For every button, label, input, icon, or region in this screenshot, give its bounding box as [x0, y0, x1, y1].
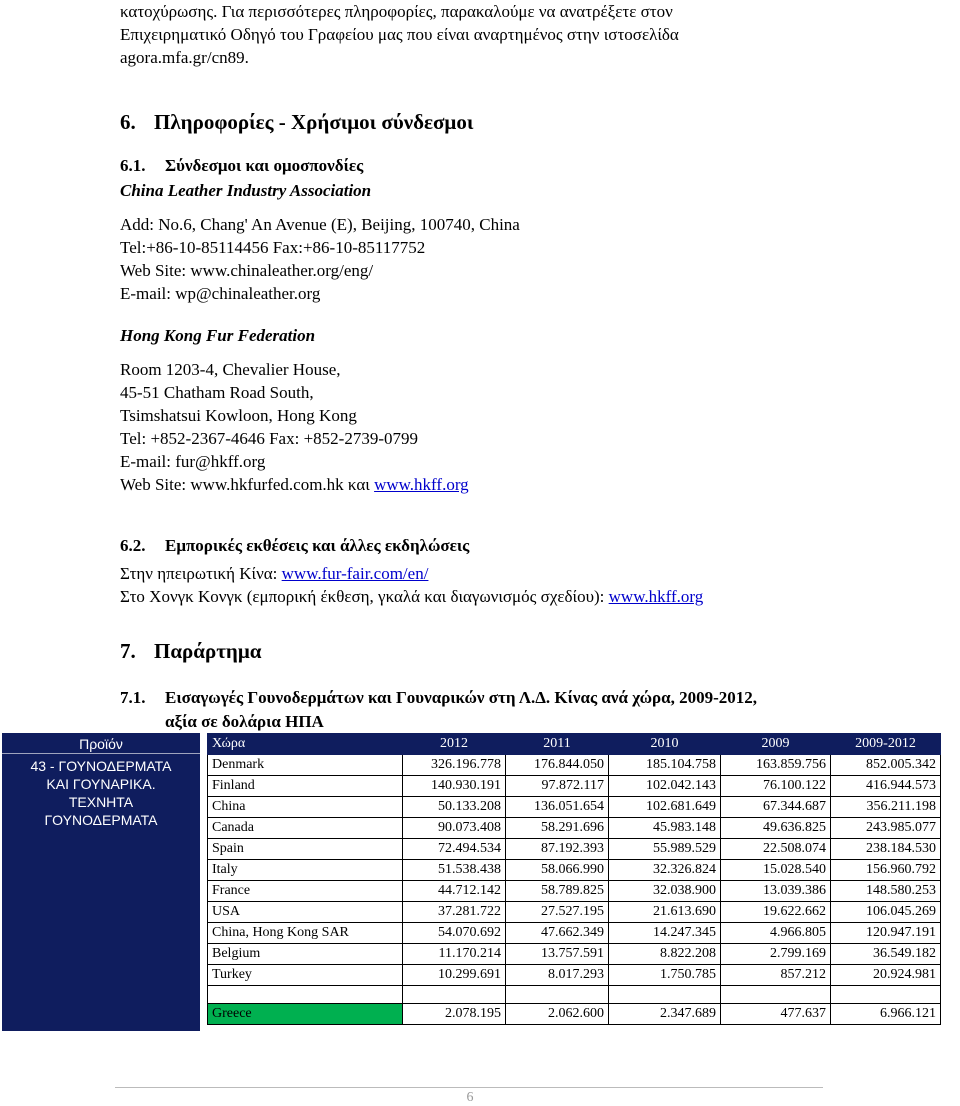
cell-2011: 8.017.293 — [506, 965, 609, 986]
section-7-1-number: 7.1. — [120, 688, 146, 707]
section-7-1-heading — [120, 686, 840, 734]
cell-country: France — [208, 881, 403, 902]
cell-2009-2012: 238.184.530 — [831, 839, 941, 860]
cell-2009: 76.100.122 — [721, 776, 831, 797]
cell-country: Turkey — [208, 965, 403, 986]
cell-2009-2012: 243.985.077 — [831, 818, 941, 839]
fur-fair-link[interactable]: www.fur-fair.com/en/ — [281, 564, 429, 583]
cell-2009: 22.508.074 — [721, 839, 831, 860]
cell-2012: 51.538.438 — [403, 860, 506, 881]
org-2-phone: Tel: +852-2367-4646 Fax: +852-2739-0799 — [120, 429, 418, 448]
table-row — [208, 818, 941, 839]
cell-2009: 477.637 — [721, 1004, 831, 1025]
table-row — [208, 944, 941, 965]
org-2-address-2: 45-51 Chatham Road South, — [120, 383, 314, 402]
org-1-name: China Leather Industry Association — [120, 181, 372, 200]
cell-2011: 58.291.696 — [506, 818, 609, 839]
cell-2012: 10.299.691 — [403, 965, 506, 986]
cell-2011: 136.051.654 — [506, 797, 609, 818]
table-row — [208, 860, 941, 881]
intro-paragraph — [120, 0, 820, 69]
cell-country: China, Hong Kong SAR — [208, 923, 403, 944]
cell-2010: 21.613.690 — [609, 902, 721, 923]
table-row — [208, 755, 941, 776]
cell-2010: 32.038.900 — [609, 881, 721, 902]
cell-2009: 19.622.662 — [721, 902, 831, 923]
cell-2010: 55.989.529 — [609, 839, 721, 860]
cell-2009: 49.636.825 — [721, 818, 831, 839]
header-2012: 2012 — [403, 734, 506, 755]
gap-cell — [831, 986, 941, 1004]
org-2-address-3: Tsimshatsui Kowloon, Hong Kong — [120, 406, 357, 425]
cell-2010: 102.042.143 — [609, 776, 721, 797]
section-6-2-details — [120, 562, 703, 608]
section-7-1-title-line-1: Εισαγωγές Γουνοδερμάτων και Γουναρικών στη Λ.Δ. Κίνας ανά χώρα, 2009-2012, — [165, 688, 758, 707]
fairs-hongkong-prefix: Στο Χονγκ Κονγκ (εμπορική έκθεση, γκαλά και διαγωνισμός σχεδίου): — [120, 587, 609, 606]
section-7-heading — [120, 639, 261, 664]
product-name — [2, 757, 200, 829]
product-name-line-3: ΤΕΧΝΗΤΑ — [68, 794, 134, 810]
table-row — [208, 1004, 941, 1025]
org-1-address: Add: No.6, Chang' An Avenue (E), Beijing, 100740, China — [120, 215, 520, 234]
cell-2010: 1.750.785 — [609, 965, 721, 986]
cell-country: Denmark — [208, 755, 403, 776]
org-2-email: E-mail: fur@hkff.org — [120, 452, 266, 471]
cell-2009-2012: 106.045.269 — [831, 902, 941, 923]
org-2-website-prefix: Web Site: www.hkfurfed.com.hk και — [120, 475, 375, 494]
cell-country: China — [208, 797, 403, 818]
cell-2010: 45.983.148 — [609, 818, 721, 839]
section-6-2-title: Εμπορικές εκθέσεις και άλλες εκδηλώσεις — [165, 536, 470, 555]
cell-country: Belgium — [208, 944, 403, 965]
footer-divider — [115, 1087, 823, 1088]
hkff-fair-link[interactable]: www.hkff.org — [608, 587, 704, 606]
cell-2009: 2.799.169 — [721, 944, 831, 965]
org-1-website: Web Site: www.chinaleather.org/eng/ — [120, 261, 374, 280]
cell-2011: 2.062.600 — [506, 1004, 609, 1025]
cell-2009-2012: 852.005.342 — [831, 755, 941, 776]
cell-2009: 15.028.540 — [721, 860, 831, 881]
cell-2010: 102.681.649 — [609, 797, 721, 818]
cell-2011: 13.757.591 — [506, 944, 609, 965]
section-6-number: 6. — [120, 110, 136, 134]
cell-2011: 58.789.825 — [506, 881, 609, 902]
gap-cell — [208, 986, 403, 1004]
table-header-row — [208, 734, 941, 755]
gap-cell — [721, 986, 831, 1004]
cell-2012: 54.070.692 — [403, 923, 506, 944]
section-7-1-title-line-2: αξία σε δολάρια ΗΠΑ — [165, 712, 324, 731]
cell-2009-2012: 356.211.198 — [831, 797, 941, 818]
cell-2009: 857.212 — [721, 965, 831, 986]
header-2011: 2011 — [506, 734, 609, 755]
header-2009: 2009 — [721, 734, 831, 755]
cell-country: Spain — [208, 839, 403, 860]
product-column — [2, 733, 200, 1031]
org-2-details — [120, 358, 469, 496]
cell-2012: 326.196.778 — [403, 755, 506, 776]
section-6-2-number: 6.2. — [120, 536, 146, 555]
cell-2009: 4.966.805 — [721, 923, 831, 944]
cell-2011: 27.527.195 — [506, 902, 609, 923]
cell-country: Finland — [208, 776, 403, 797]
cell-2009-2012: 6.966.121 — [831, 1004, 941, 1025]
intro-line-2: Επιχειρηματικό Οδηγό του Γραφείου μας που είναι αναρτημένος στην ιστοσελίδα — [120, 25, 679, 44]
table-row — [208, 965, 941, 986]
fairs-mainland — [120, 562, 703, 585]
cell-country: USA — [208, 902, 403, 923]
page-number: 6 — [466, 1090, 474, 1105]
org-1-email: E-mail: wp@chinaleather.org — [120, 284, 321, 303]
org-2-address-1: Room 1203-4, Chevalier House, — [120, 360, 341, 379]
cell-2010: 14.247.345 — [609, 923, 721, 944]
org-2-name: Hong Kong Fur Federation — [120, 326, 316, 345]
cell-2009-2012: 36.549.182 — [831, 944, 941, 965]
gap-cell — [609, 986, 721, 1004]
fairs-mainland-prefix: Στην ηπειρωτική Κίνα: — [120, 564, 282, 583]
cell-2012: 140.930.191 — [403, 776, 506, 797]
cell-2009: 13.039.386 — [721, 881, 831, 902]
cell-2009-2012: 148.580.253 — [831, 881, 941, 902]
cell-2009-2012: 416.944.573 — [831, 776, 941, 797]
cell-2011: 58.066.990 — [506, 860, 609, 881]
section-6-heading — [120, 110, 473, 135]
cell-2012: 11.170.214 — [403, 944, 506, 965]
org-1-details — [120, 213, 520, 305]
cell-2009: 163.859.756 — [721, 755, 831, 776]
cell-country: Greece — [208, 1004, 403, 1025]
section-6-1-title: Σύνδεσμοι και ομοσπονδίες — [165, 156, 364, 175]
product-header: Προϊόν — [79, 736, 123, 752]
cell-2009-2012: 20.924.981 — [831, 965, 941, 986]
cell-2011: 87.192.393 — [506, 839, 609, 860]
cell-2010: 2.347.689 — [609, 1004, 721, 1025]
product-divider — [2, 753, 200, 754]
fairs-hongkong — [120, 585, 703, 608]
intro-line-1: κατοχύρωσης. Για περισσότερες πληροφορίες, παρακαλούμε να ανατρέξετε στον — [120, 2, 673, 21]
cell-country: Canada — [208, 818, 403, 839]
cell-country: Italy — [208, 860, 403, 881]
table-row — [208, 797, 941, 818]
header-country: Χώρα — [208, 734, 403, 755]
section-6-1-number: 6.1. — [120, 156, 146, 175]
table-row — [208, 881, 941, 902]
section-6-title: Πληροφορίες - Χρήσιμοι σύνδεσμοι — [154, 110, 474, 134]
table-gap-row — [208, 986, 941, 1004]
product-name-line-1: 43 - ΓΟΥΝΟΔΕΡΜΑΤΑ — [30, 758, 172, 774]
cell-2009: 67.344.687 — [721, 797, 831, 818]
cell-2012: 44.712.142 — [403, 881, 506, 902]
cell-2010: 32.326.824 — [609, 860, 721, 881]
section-7-number: 7. — [120, 639, 136, 663]
header-2010: 2010 — [609, 734, 721, 755]
cell-2011: 97.872.117 — [506, 776, 609, 797]
org-1-phone: Tel:+86-10-85114456 Fax:+86-10-85117752 — [120, 238, 426, 257]
org-2-website — [120, 473, 469, 496]
table-row — [208, 839, 941, 860]
cell-2010: 185.104.758 — [609, 755, 721, 776]
table-row — [208, 923, 941, 944]
section-6-1-heading — [120, 156, 363, 176]
cell-2011: 47.662.349 — [506, 923, 609, 944]
gap-cell — [403, 986, 506, 1004]
cell-2012: 50.133.208 — [403, 797, 506, 818]
cell-2012: 37.281.722 — [403, 902, 506, 923]
hkff-link[interactable]: www.hkff.org — [374, 475, 469, 494]
cell-2009-2012: 120.947.191 — [831, 923, 941, 944]
cell-2012: 90.073.408 — [403, 818, 506, 839]
cell-2011: 176.844.050 — [506, 755, 609, 776]
product-name-line-2: ΚΑΙ ΓΟΥΝΑΡΙΚΑ. — [46, 776, 156, 792]
product-name-line-4: ΓΟΥΝΟΔΕΡΜΑΤΑ — [44, 812, 158, 828]
cell-2009-2012: 156.960.792 — [831, 860, 941, 881]
intro-line-3: agora.mfa.gr/cn89. — [120, 48, 249, 67]
gap-cell — [506, 986, 609, 1004]
section-7-title: Παράρτημα — [154, 639, 262, 663]
cell-2010: 8.822.208 — [609, 944, 721, 965]
table-row — [208, 776, 941, 797]
table-row — [208, 902, 941, 923]
header-2009-2012: 2009-2012 — [831, 734, 941, 755]
data-table — [207, 733, 941, 1025]
cell-2012: 2.078.195 — [403, 1004, 506, 1025]
section-6-2-heading — [120, 536, 469, 556]
cell-2012: 72.494.534 — [403, 839, 506, 860]
